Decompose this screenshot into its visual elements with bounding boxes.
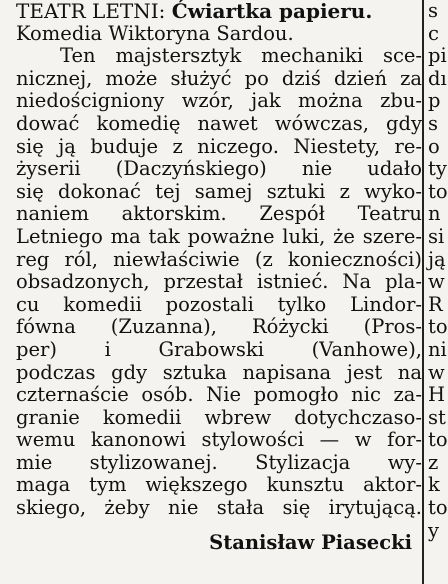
fragment-text: o xyxy=(428,134,440,158)
fragment-text: y xyxy=(428,518,440,542)
body-line: reg ról, niewłaściwie (z konieczności) xyxy=(16,247,422,271)
body-line: podczas gdy sztuka napisana jest na xyxy=(16,360,422,384)
body-line: cu komedii pozostali tylko Lindor- xyxy=(16,292,422,316)
fragment-text: ni xyxy=(428,337,447,361)
body-line: Letniego ma tak poważne luki, że szere- xyxy=(16,224,422,248)
body-line: dować komedię nawet wówczas, gdy xyxy=(16,111,422,135)
fragment-text: k xyxy=(428,473,440,497)
article-heading xyxy=(16,0,422,23)
fragment-text: w xyxy=(428,360,445,384)
fragment-text: p xyxy=(428,89,441,113)
fragment-text: to xyxy=(428,428,448,452)
article-subheading: Komedia Wiktoryna Sardou. xyxy=(16,21,294,45)
body-line: wemu kanonowi stylowości — w for- xyxy=(16,428,422,452)
fragment-text: s xyxy=(428,0,439,22)
body-line: żyserii (Daczyńskiego) nie udało xyxy=(16,157,422,181)
body-line: per) i Grabowski (Vanhowe), xyxy=(16,337,422,361)
body-line: mie stylizowanej. Stylizacja wy- xyxy=(16,450,422,474)
body-line: skiego, żeby nie stała się irytującą. xyxy=(16,496,422,520)
fragment-text: s xyxy=(428,111,439,135)
column-divider xyxy=(422,0,424,584)
body-line: się dokonać tej samej sztuki z wyko- xyxy=(16,179,422,203)
fragment-text: n xyxy=(428,202,441,226)
body-line: się ją buduje z niczego. Niestety, re- xyxy=(16,134,422,158)
fragment-text: to xyxy=(428,315,448,339)
body-line: maga tym większego kunsztu aktor- xyxy=(16,473,422,497)
fragment-text: to xyxy=(428,179,448,203)
body-line: naniem aktorskim. Zespół Teatru xyxy=(16,202,422,226)
theatre-name: TEATR LETNI: xyxy=(16,0,166,23)
fragment-text: w xyxy=(428,270,445,294)
fragment-text: H xyxy=(428,383,446,407)
body-line: granie komedii wbrew dotychczaso- xyxy=(16,405,422,429)
fragment-text: si xyxy=(428,224,445,248)
fragment-text: z xyxy=(428,450,439,474)
body-line: fówna (Zuzanna), Różycki (Pros- xyxy=(16,315,422,339)
body-line: obsadzonych, przestał istnieć. Na pla- xyxy=(16,270,422,294)
fragment-text: ty xyxy=(428,157,447,181)
fragment-text: st xyxy=(428,405,446,429)
body-line: nicznej, może służyć po dziś dzień za xyxy=(16,66,422,90)
article-column xyxy=(16,0,422,554)
fragment-text: c xyxy=(428,21,439,45)
author-signature: Stanisław Piasecki xyxy=(209,530,412,554)
body-line: Ten majstersztyk mechaniki sce- xyxy=(60,44,422,68)
fragment-text: R xyxy=(428,292,443,316)
fragment-text: pi xyxy=(428,44,447,68)
fragment-text: to xyxy=(428,496,448,520)
fragment-text: dı xyxy=(428,66,447,90)
body-line: czternaście osób. Nie pomogło nic za- xyxy=(16,383,422,407)
play-title: Ćwiartka papieru. xyxy=(171,0,373,23)
adjacent-column-fragment xyxy=(428,0,448,542)
body-line: niedościgniony wzór, jak można zbu- xyxy=(16,89,422,113)
fragment-text: ją xyxy=(428,247,446,271)
